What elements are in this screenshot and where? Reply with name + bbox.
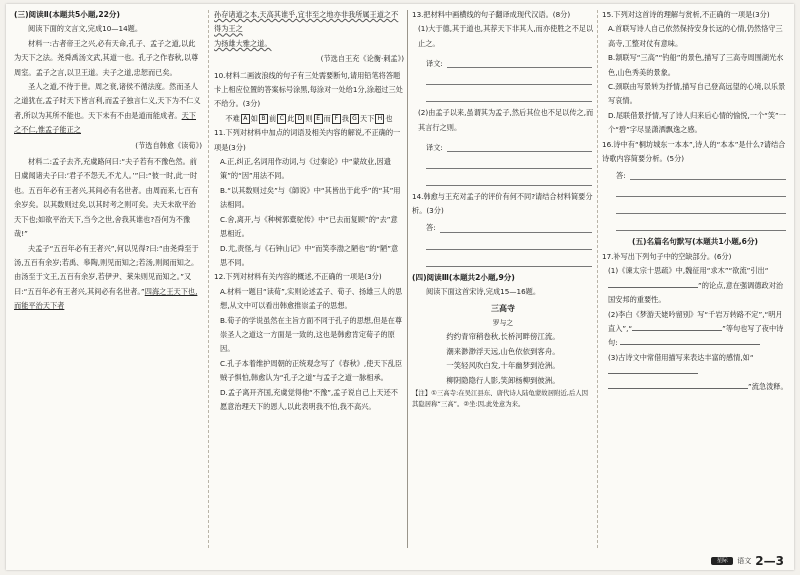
question-13-part-1: (1)大于德,其于道也,其荐天下非其人,而亦使胜之不足以止之。 <box>418 24 594 48</box>
answer-label: 答: <box>426 223 436 233</box>
fill-blank[interactable] <box>620 336 760 345</box>
column-4 <box>602 8 788 552</box>
answer-line[interactable] <box>616 200 786 214</box>
option-b: B.颔联写“三高”“钓船”的景色,描写了三高寺周围湖光水色,山色秀美的景象。 <box>608 53 784 77</box>
page-fold-divider <box>407 10 408 548</box>
passage-text: 孟子去齐,充虞路问曰:“夫子若有不豫色然。前日虞闻诸夫子曰:‘君子不怨天,不尤人。’”曰:“彼一时,此一时也。五百年必有王者兴,其间必有名世者。由周而来,七百有余岁矣。以其数则过矣,以其时考之则可矣。夫天未欲平治天下也;如欲平治天下,当今之世,舍我其谁也?吾何为不豫哉!” <box>14 157 199 239</box>
material-1-text <box>14 80 202 138</box>
source-citation: (节选自韩愈《读荀》) <box>135 140 202 150</box>
break-option-box[interactable]: E <box>314 114 323 124</box>
option-d: D.尾联借景抒情,写了诗人归来后心情的愉悦,一个“笑”一个“碧”字尽显潇洒飘逸之感。 <box>608 110 786 135</box>
passage-text: 圣人之道,不待于世。周之衰,诸侯不循法度。然而圣人之道犹在,孟子时天下皆言利,而孟子独言仁义,天下为不仁义者,所以为其所不能也。天下未有不由是道而能成者。 <box>14 82 201 120</box>
question-17: 17.补写出下列句子中的空缺部分。(6分) <box>602 251 732 261</box>
option-a: A.材料一题目“读荀”,实则论述孟子、荀子、扬雄三人的思想,从文中可以看出韩愈推崇孟子的思想。 <box>220 286 403 311</box>
option-d: D.尤,责怪,与《石钟山记》中“而笑李渤之陋也”的“陋”意思不同。 <box>220 243 399 267</box>
question-17-part-2: (2)李白《梦游天姥吟留别》写“千岩万转路不定”,“明月直入”,“ ”等句也写了夜中诗句: <box>608 309 784 348</box>
question-12: 12.下列对材料有关内容的概述,不正确的一项是(3分) <box>214 272 382 282</box>
question-13: 13.把材料中画横线的句子翻译成现代汉语。(8分) <box>412 10 571 19</box>
exam-sheet <box>6 4 794 570</box>
break-option-box[interactable]: C <box>277 114 286 124</box>
fill-blank[interactable] <box>632 322 722 331</box>
break-option-box[interactable]: G <box>350 114 359 124</box>
column-3 <box>412 8 594 552</box>
section-header: (五)名篇名句默写(本题共1小题,6分) <box>631 237 759 247</box>
option-b: B.荀子的学说虽然在主旨方面不同于孔子的思想,但是在尊崇圣人之道这一方面是一致的,这也是韩愈肯定荀子的原因。 <box>220 315 403 354</box>
translation-label: 译文: <box>426 142 443 152</box>
instruction: 阅读下面的文言文,完成10—14题。 <box>28 24 143 34</box>
option-c: C.颈联由写景转为抒情,描写自己登高远望的心境,以乐景写哀情。 <box>608 82 786 106</box>
poem-author: 罗与之 <box>492 319 514 328</box>
instruction: 阅读下面这首宋诗,完成15—16题。 <box>426 287 541 297</box>
material-label: 材料一: <box>28 38 52 48</box>
material-1-text <box>14 37 202 80</box>
answer-row <box>602 166 788 183</box>
option-a: A.正,纠正,名词用作动词,与《过秦论》中“蒙故业,因遗策”的“因”用法不同。 <box>220 157 391 181</box>
column-1 <box>14 8 202 552</box>
poem-line: 潮来渺渺浮天远,山色依依到客舟。 <box>446 346 560 356</box>
option-c: C.舍,离开,与《种树郭橐驼传》中“已去而复顾”的“去”意思相近。 <box>220 214 398 239</box>
answer-line[interactable] <box>426 155 592 169</box>
answer-label: 答: <box>616 171 626 181</box>
page-footer <box>711 554 784 568</box>
subject-label: 语文 <box>737 557 752 565</box>
poem-note: 【注】①三高寺:在吴江县东、唐代诗人陆龟蒙故居附近,后人因其隐居称“三高”。②坐:因,此处意为来。 <box>412 389 589 409</box>
answer-line[interactable] <box>447 54 592 68</box>
break-option-box[interactable]: D <box>295 114 304 124</box>
column-2 <box>214 8 404 552</box>
poem-line: 约约青帘稍卷秋,长桥河畔傍江流。 <box>446 332 560 342</box>
fill-blank[interactable] <box>608 279 698 288</box>
option-c: C.孔子本着维护周朝的正统观念写了《春秋》,使天下乱臣贼子惧怕,韩愈认为“孔子之道”与孟子之道一脉相承。 <box>220 358 403 383</box>
option-a: A.首联写诗人自己依然保持安身长远的心情,仍然恪守三高寺,工整对仗有意味。 <box>608 24 783 48</box>
answer-line[interactable] <box>426 236 592 250</box>
question-17-part-3: (3)古诗文中常借用描写来表达丰富的感情,如“ ”流急泼释。 <box>608 352 788 391</box>
source-citation: (节选自王充《论衡·刺孟》) <box>320 54 404 64</box>
poem-title: 三高寺 <box>491 303 515 313</box>
section-header: (三)阅读Ⅱ(本题共5小题,22分) <box>14 10 120 19</box>
question-13-part-2: (2)由孟子以来,虽谓其为孟子,然后其位也不足以传之,而其言行之则。 <box>418 108 594 132</box>
passage-text: 夫孟子“五百年必有王者兴”,何以见得?曰:“由尧舜至于汤,五百有余岁;若禹、皋陶,则见而知之;若汤,则闻而知之。由汤至于文王,五百有余岁,若伊尹、莱朱则见而知之。”又曰:“五百年必有王者兴,其间必有名世者。” <box>14 243 199 296</box>
fill-blank[interactable] <box>608 365 698 374</box>
question-16: 16.诗中有“桐坊城东一本本”,诗人的“本本”是什么?请结合诗歌内容简要分析。(5分) <box>602 139 786 164</box>
answer-line[interactable] <box>426 71 592 85</box>
segmentation-sentence: 不难 A 如 B 前 C 此 D 则 E 而 F 我 G 天下 H 也 <box>225 113 393 123</box>
answer-line[interactable] <box>426 172 592 186</box>
translation-label: 译文: <box>426 58 443 68</box>
poem-line: 一笑轻风吹白发,十年幽梦到沧洲。 <box>446 361 560 371</box>
poem-line: 柳阴隐隐行人影,笑卸杨柳到彼洲。 <box>446 375 560 385</box>
question-14: 14.韩愈与王充对孟子的评价有何不同?请结合材料简要分析。(3分) <box>412 192 593 216</box>
answer-row <box>412 219 594 236</box>
brand-logo: 星际 <box>711 557 733 565</box>
break-option-box[interactable]: B <box>259 114 268 124</box>
question-10: 10.材料二画波浪线的句子有三处需要断句,请用铅笔将答题卡上相应位置的答案标号涂黑,每涂对一处给1分,涂超过三处不给分。(3分) <box>214 70 403 109</box>
answer-line[interactable] <box>440 219 592 233</box>
material-label: 材料二: <box>28 157 52 167</box>
break-option-box[interactable]: F <box>332 114 341 124</box>
underlined-sentence: 四海之王天下也,而能平治天下者 <box>14 286 198 311</box>
option-d: D.孟子离开齐国,充虞觉得他“不豫”,孟子说自己上天还不愿意治理天下的恩人,以此表明我不怕,我不高兴。 <box>220 387 398 411</box>
answer-line[interactable] <box>426 253 592 267</box>
page-number: 2—3 <box>755 554 784 568</box>
column-divider <box>597 10 598 548</box>
break-option-box[interactable]: H <box>375 114 384 124</box>
fill-blank[interactable] <box>608 380 748 389</box>
answer-line[interactable] <box>616 183 786 197</box>
material-2-text <box>14 155 202 241</box>
question-15: 15.下列对这首诗的理解与赏析,不正确的一项是(3分) <box>602 10 770 19</box>
column-divider <box>208 10 209 548</box>
material-2-text <box>14 242 202 314</box>
section-header: (四)阅读Ⅲ(本题共2小题,9分) <box>412 272 515 282</box>
answer-line[interactable] <box>616 217 786 231</box>
answer-row <box>412 54 594 71</box>
question-11: 11.下列对材料中加点的词语及相关内容的解说,不正确的一项是(3分) <box>214 128 401 152</box>
answer-line[interactable] <box>630 166 786 180</box>
answer-line[interactable] <box>447 138 592 152</box>
answer-row <box>412 138 594 155</box>
wavy-underlined-text: 孙存诸道之本,天高其谁乎,宜非至之地亦非我所属王道之不得为王之 <box>214 10 399 34</box>
wavy-underlined-text: 为扬雄大雅之道。 <box>214 38 272 48</box>
passage-text: 古者帝王之兴,必有天命,孔子、孟子之道,以此为天下之法。尧舜禹汤文武,其道一也。孔子之作春秋,以尊周室。孟子之言,以卫王道。夫子之道,忠恕而已矣。 <box>14 38 199 77</box>
option-b: B.“以其数则过矣”与《師说》中“其皆出于此乎”的“其”用法相同。 <box>220 185 401 210</box>
underlined-sentence: 天下之不仁,惟孟子能正之 <box>14 110 196 135</box>
question-17-part-1: (1)《谏太宗十思疏》中,魏征用“求木”“欲流”引出“”的论点,意在强调德政对治国安邦的重要性。 <box>608 266 784 305</box>
break-option-box[interactable]: A <box>241 114 250 124</box>
answer-line[interactable] <box>426 88 592 102</box>
